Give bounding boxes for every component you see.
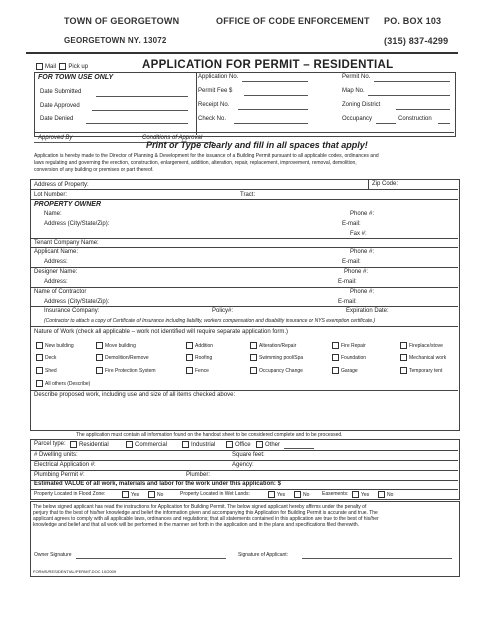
address-property-label: Address of Property:: [34, 182, 89, 188]
applicant-signature-label: Signature of Applicant:: [238, 552, 289, 558]
owner-name-label: Name:: [44, 211, 62, 217]
rule-7: [30, 306, 458, 307]
wetlands-no[interactable]: No: [294, 491, 309, 498]
form-footer: FORMS/RESIDENTIAL/PERMIT.DOC 10/2009: [33, 569, 117, 574]
agency-label: Agency:: [232, 462, 254, 468]
pickup-checkbox[interactable]: [59, 63, 66, 70]
work-checkbox[interactable]: [400, 342, 407, 349]
intro-line-3: conversion of any building or premises or part thereof.: [34, 167, 154, 173]
permit-fee-field[interactable]: [244, 95, 308, 96]
work-checkbox[interactable]: [332, 367, 339, 374]
expiration-label: Expiration Date:: [346, 308, 389, 314]
parcel-checkbox[interactable]: [70, 441, 77, 448]
work-checkbox[interactable]: [250, 354, 257, 361]
work-checkbox[interactable]: [250, 342, 257, 349]
applicant-email-label: E-mail:: [342, 259, 361, 265]
delivery-options: [36, 63, 88, 70]
tenant-label: Tenant Company Name:: [34, 240, 99, 246]
zip-divider: [368, 179, 369, 189]
designer-phone-label: Phone #:: [344, 269, 369, 275]
application-no-field[interactable]: [242, 81, 308, 82]
work-checkbox[interactable]: [96, 367, 103, 374]
work-checkbox[interactable]: [250, 367, 257, 374]
town-use-heading: FOR TOWN USE ONLY: [38, 74, 114, 81]
rule-9: [30, 390, 458, 391]
easements-label: Easements:: [322, 491, 349, 497]
work-fire-repair[interactable]: Fire Repair: [332, 342, 366, 349]
applicant-phone-label: Phone #:: [350, 249, 375, 255]
applicant-address-label: Address:: [44, 259, 68, 265]
work-others[interactable]: All others (Describe): [36, 380, 90, 387]
contractor-label: Name of Contractor: [34, 289, 87, 295]
wetlands-yes-checkbox[interactable]: [268, 491, 275, 498]
affirm-line-1: The below signed applicant has read the instructions for Application for Building Permit. The below signed applicant hereby affirms under the penalty of: [33, 504, 367, 510]
parcel-checkbox[interactable]: [182, 441, 189, 448]
date-denied-field[interactable]: [86, 123, 188, 124]
owner-email-label: E-mail:: [342, 221, 361, 227]
work-shed[interactable]: Shed: [36, 367, 57, 374]
tract-label: Tract:: [240, 192, 256, 198]
policy-label: Policy#:: [212, 308, 234, 314]
owner-heading: PROPERTY OWNER: [34, 201, 102, 208]
owner-fax-label: Fax #:: [350, 231, 367, 237]
parcel-other[interactable]: Other: [256, 441, 280, 448]
rule-3: [30, 238, 458, 239]
mail-checkbox[interactable]: [36, 63, 43, 70]
parcel-other-field[interactable]: [284, 448, 314, 449]
header-rule: [26, 52, 458, 54]
work-checkbox[interactable]: [332, 354, 339, 361]
owner-signature-label: Owner Signature: [34, 552, 72, 558]
zoning-label: Zoning District: [342, 102, 381, 108]
owner-phone-label: Phone #:: [350, 211, 375, 217]
work-deck[interactable]: Deck: [36, 354, 56, 361]
easements-yes-checkbox[interactable]: [352, 491, 359, 498]
flood-zone-label: Property Located in Flood Zone:: [34, 491, 106, 497]
date-submitted-field[interactable]: [96, 96, 188, 97]
parcel-residential[interactable]: Residential: [70, 441, 109, 448]
work-checkbox[interactable]: [332, 342, 339, 349]
work-occupancy-change[interactable]: Occupancy Change: [250, 367, 303, 374]
work-garage[interactable]: Garage: [332, 367, 358, 374]
work-fire-protection[interactable]: Fire Protection System: [96, 367, 156, 374]
easements-yes[interactable]: Yes: [352, 491, 369, 498]
office-phone: (315) 837-4299: [384, 36, 449, 46]
permit-no-field[interactable]: [374, 81, 450, 82]
completeness-notice: The application must contain all information found on the handout sheet to be considered complete and to be processed.: [76, 432, 343, 438]
lot-number-label: Lot Number:: [34, 192, 68, 198]
intro-line-1: Application is hereby made to the Director of Planning & Development for the issuance of a Building Permit pursuant to all applicable codes, ordinances and: [34, 153, 379, 159]
pickup-label: Pick up: [68, 64, 89, 71]
contractor-address-label: Address (City/State/Zip):: [44, 299, 110, 305]
work-move-building[interactable]: Move building: [96, 342, 136, 349]
work-fireplace[interactable]: Fireplace/stove: [400, 342, 443, 349]
instruction: Print or Type clearly and fill in all spaces that apply!: [146, 140, 368, 150]
contractor-email-label: E-mail:: [338, 299, 357, 305]
affirm-line-3: applicant agrees to comply with all applicable laws, ordinances and regulations; that all statements contained in this application are true to the best of his/her: [33, 516, 379, 522]
work-roofing[interactable]: Roofing: [186, 354, 212, 361]
date-submitted-label: Date Submitted: [40, 89, 82, 95]
check-no-label: Check No.: [198, 116, 227, 122]
work-pool[interactable]: Swimming pool/Spa: [250, 354, 303, 361]
receipt-no-label: Receipt No.: [198, 102, 230, 108]
permit-no-label: Permit No.: [342, 74, 371, 80]
parcel-checkbox[interactable]: [126, 441, 133, 448]
flood-no-checkbox[interactable]: [148, 491, 155, 498]
work-foundation[interactable]: Foundation: [332, 354, 366, 361]
town-city: GEORGETOWN NY. 13072: [64, 36, 167, 45]
rule-4: [30, 247, 458, 248]
parcel-rule-1: [30, 450, 458, 451]
work-fence[interactable]: Fence: [186, 367, 209, 374]
rule-2: [30, 199, 458, 200]
zip-label: Zip Code:: [372, 181, 399, 187]
parcel-office[interactable]: Office: [226, 441, 251, 448]
work-alteration[interactable]: Alteration/Repair: [250, 342, 296, 349]
rule-5: [30, 267, 458, 268]
parcel-checkbox[interactable]: [256, 441, 263, 448]
check-no-field[interactable]: [234, 123, 308, 124]
plumber-label: Plumber:: [186, 472, 211, 478]
flood-yes-checkbox[interactable]: [122, 491, 129, 498]
owner-signature-field[interactable]: [76, 558, 226, 559]
date-approved-field[interactable]: [92, 110, 188, 111]
rule-1: [30, 189, 458, 190]
date-denied-label: Date Denied: [40, 116, 74, 122]
work-temporary-tent[interactable]: Temporary tent: [400, 367, 442, 374]
parcel-checkbox[interactable]: [226, 441, 233, 448]
rule-6: [30, 287, 458, 288]
designer-label: Designer Name:: [34, 269, 78, 275]
square-feet-label: Square feet:: [232, 452, 265, 458]
electrical-label: Electrical Application #:: [34, 462, 96, 468]
conditions-label: Conditions of Approval: [142, 135, 203, 141]
application-no-label: Application No.: [198, 74, 239, 80]
intro-line-2: laws regulating and governing the erection, construction, enlargement, addition, alteration, repair, replacement, improvement, removal, demolition,: [34, 160, 357, 166]
work-checkbox[interactable]: [186, 367, 193, 374]
work-checkbox[interactable]: [36, 342, 43, 349]
applicant-label: Applicant Name:: [34, 249, 79, 255]
date-approved-label: Date Approved: [40, 103, 80, 109]
permit-fee-label: Permit Fee $: [198, 88, 233, 94]
work-mechanical[interactable]: Mechanical work: [400, 354, 446, 361]
contractor-phone-label: Phone #:: [350, 289, 375, 295]
work-checkbox[interactable]: [96, 342, 103, 349]
easements-no[interactable]: No: [378, 491, 393, 498]
work-checkbox[interactable]: [186, 342, 193, 349]
rule-8: [30, 326, 458, 327]
dwelling-units-label: # Dwelling units:: [34, 452, 78, 458]
designer-address-label: Address:: [44, 279, 68, 285]
flood-no[interactable]: No: [148, 491, 163, 498]
parcel-industrial[interactable]: Industrial: [182, 441, 215, 448]
wetlands-no-checkbox[interactable]: [294, 491, 301, 498]
occupancy-field[interactable]: [376, 123, 396, 124]
work-checkbox[interactable]: [36, 380, 43, 387]
easements-no-checkbox[interactable]: [378, 491, 385, 498]
construction-field[interactable]: [438, 123, 450, 124]
work-checkbox[interactable]: [400, 354, 407, 361]
form-title: APPLICATION FOR PERMIT – RESIDENTIAL: [142, 59, 394, 71]
applicant-signature-field[interactable]: [302, 558, 452, 559]
estimated-value-label: Estimated VALUE of all work, materials and labor for the work under this application: $: [34, 481, 281, 487]
work-checkbox[interactable]: [36, 354, 43, 361]
town-use-bottom-rule: [34, 132, 454, 133]
work-addition[interactable]: Addition: [186, 342, 213, 349]
parcel-type-label: Parcel type:: [34, 441, 66, 447]
zoning-field[interactable]: [396, 109, 450, 110]
work-checkbox[interactable]: [186, 354, 193, 361]
insurance-label: Insurance Company:: [44, 308, 100, 314]
wetlands-yes[interactable]: Yes: [268, 491, 285, 498]
receipt-no-field[interactable]: [238, 109, 308, 110]
work-heading: Nature of Work (check all applicable – work not identified will require separate application form.): [34, 329, 289, 335]
mail-label: Mail: [45, 64, 57, 71]
occupancy-label: Occupancy: [342, 116, 373, 122]
town-use-divider: [196, 72, 197, 135]
describe-label: Describe proposed work, including use and size of all items checked above:: [34, 392, 236, 398]
parcel-rule-2: [30, 460, 458, 461]
office-name: OFFICE OF CODE ENFORCEMENT: [216, 16, 370, 26]
work-checkbox[interactable]: [96, 354, 103, 361]
parcel-rule-3: [30, 470, 458, 471]
affirm-line-4: knowledge and belief and that all work will be performed in the manner set forth in the application and in the plans and specifications filed therewith.: [33, 522, 360, 528]
parcel-rule-5: [30, 489, 458, 490]
wetlands-label: Property Located in Wet Lands:: [180, 491, 250, 497]
contractor-note: (Contractor to attach a copy of Certificate of Insurance including liability, workers compensation and disability insurance or NYS exemption certificate.): [44, 318, 376, 324]
work-new-building[interactable]: New building: [36, 342, 74, 349]
plumbing-label: Plumbing Permit #:: [34, 472, 85, 478]
flood-yes[interactable]: Yes: [122, 491, 139, 498]
map-no-field[interactable]: [368, 95, 450, 96]
po-box: PO. BOX 103: [384, 16, 442, 26]
approved-by-label: Approved By: [38, 135, 73, 141]
work-demolition[interactable]: Demolition/Remove: [96, 354, 149, 361]
construction-label: Construction: [398, 116, 432, 122]
map-no-label: Map No.: [342, 88, 365, 94]
designer-email-label: E-mail:: [338, 279, 357, 285]
work-checkbox[interactable]: [400, 367, 407, 374]
owner-address-label: Address (City/State/Zip):: [44, 221, 110, 227]
affirm-line-2: perjury that to the best of his/her knowledge and belief the information given and accompanying this Application for Building Permit is accurate and true. The: [33, 510, 378, 516]
parcel-commercial[interactable]: Commercial: [126, 441, 167, 448]
work-checkbox[interactable]: [36, 367, 43, 374]
town-name: TOWN OF GEORGETOWN: [64, 16, 180, 26]
